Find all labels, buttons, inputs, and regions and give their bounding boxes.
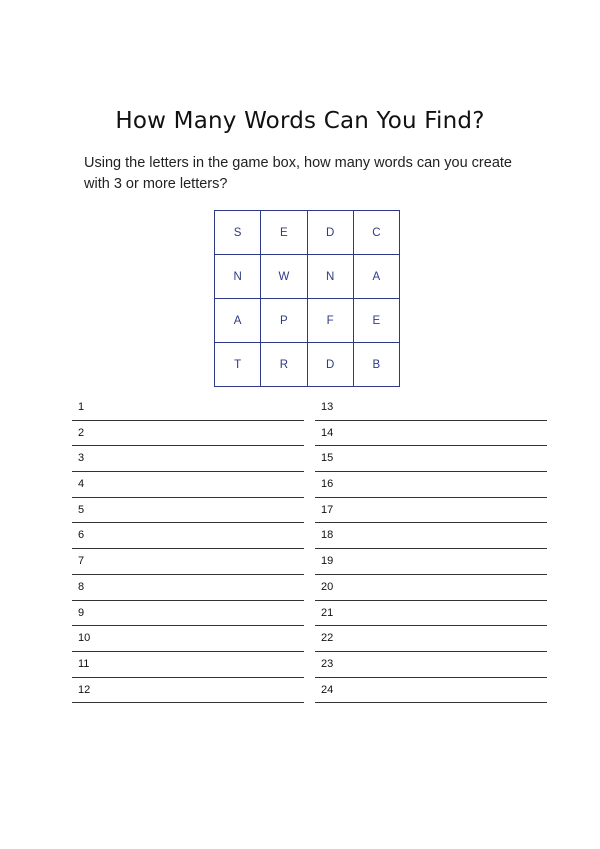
answer-line[interactable] [315,472,547,498]
grid-row [215,211,400,255]
instructions-text: Using the letters in the game box, how many words can you create with 3 or more letters? [84,155,512,192]
grid-cell: T [215,343,261,387]
answer-line[interactable] [315,678,547,704]
grid-cell: R [261,343,307,387]
grid-cell: W [261,255,307,299]
answer-number: 10 [78,632,91,645]
answer-line[interactable] [72,421,304,447]
grid-cell: C [353,211,399,255]
answer-number: 11 [78,657,90,670]
answer-number: 13 [321,401,334,413]
answer-number: 2 [78,426,85,439]
answer-number: 5 [78,503,85,516]
answer-line[interactable] [72,523,304,549]
grid-cell: D [307,211,353,255]
answer-number: 6 [78,529,85,542]
answer-number: 3 [78,452,85,465]
grid-cell: A [353,255,399,299]
answer-list-right [315,395,547,703]
grid-cell: N [307,255,353,299]
grid-cell: P [261,299,307,343]
grid-cell: E [261,211,307,255]
answer-line[interactable] [315,446,547,472]
answer-line[interactable] [72,395,304,421]
answer-number: 8 [78,580,85,593]
answer-line[interactable] [72,446,304,472]
answer-line[interactable] [72,601,304,627]
answer-line[interactable] [315,652,547,678]
answer-line[interactable] [72,678,304,704]
grid-cell: D [307,343,353,387]
answer-line[interactable] [72,652,304,678]
answer-line[interactable] [315,575,547,601]
answer-line[interactable] [72,626,304,652]
grid-cell: A [215,299,261,343]
answer-number: 14 [321,426,334,439]
grid-cell: N [215,255,261,299]
grid-row [215,255,400,299]
answer-number: 12 [78,683,91,696]
answer-line[interactable] [72,498,304,524]
answer-line[interactable] [72,549,304,575]
answer-number: 23 [321,657,334,670]
answer-line[interactable] [315,395,547,421]
answer-number: 20 [321,580,334,593]
answer-line[interactable] [72,472,304,498]
answer-line[interactable] [315,626,547,652]
answer-line[interactable] [315,523,547,549]
answer-number: 1 [78,401,85,413]
grid-cell: S [215,211,261,255]
answer-line[interactable] [315,549,547,575]
answer-number: 4 [78,478,85,491]
answer-line[interactable] [72,575,304,601]
answer-number: 18 [321,529,334,542]
answer-line[interactable] [315,421,547,447]
answer-number: 7 [78,555,85,568]
answer-number: 22 [321,632,334,645]
answer-number: 24 [321,683,334,696]
answer-number: 17 [321,503,334,516]
answer-number: 16 [321,478,334,491]
answer-number: 9 [78,606,85,619]
answer-number: 15 [321,452,334,465]
answer-number: 21 [321,606,334,619]
grid-cell: E [353,299,399,343]
page-title: How Many Words Can You Find? [115,108,485,134]
letter-grid [214,210,400,387]
answer-line[interactable] [315,601,547,627]
answer-number: 19 [321,555,334,568]
grid-cell: F [307,299,353,343]
grid-row [215,299,400,343]
answer-list-left [72,395,304,703]
answer-line[interactable] [315,498,547,524]
grid-cell: B [353,343,399,387]
grid-row [215,343,400,387]
